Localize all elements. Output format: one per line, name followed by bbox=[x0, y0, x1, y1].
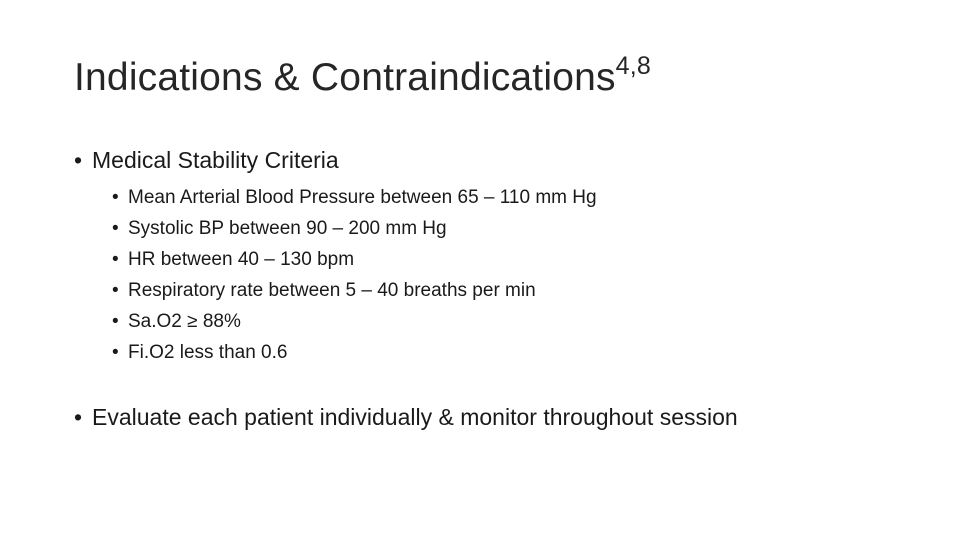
criteria-item bbox=[112, 337, 597, 368]
criteria-text: Sa.O2 ≥ 88% bbox=[128, 311, 241, 332]
criteria-text: HR between 40 – 130 bpm bbox=[128, 249, 355, 270]
criteria-text: Systolic BP between 90 – 200 mm Hg bbox=[128, 218, 447, 239]
criteria-item bbox=[112, 244, 597, 275]
bullet-text: Evaluate each patient individually & monitor throughout session bbox=[92, 404, 738, 430]
bullet-marker: • bbox=[112, 249, 119, 270]
criteria-list bbox=[112, 182, 597, 368]
bullet-text: Medical Stability Criteria bbox=[92, 147, 339, 173]
slide-title-text: Indications & Contraindications bbox=[74, 56, 616, 99]
bullet-marker: • bbox=[74, 404, 83, 430]
criteria-item bbox=[112, 275, 597, 306]
bullet-marker: • bbox=[74, 147, 83, 173]
bullet-marker: • bbox=[112, 187, 119, 208]
criteria-text: Fi.O2 less than 0.6 bbox=[128, 342, 288, 363]
title-citation: 4,8 bbox=[615, 52, 652, 80]
bullet-marker: • bbox=[112, 342, 119, 363]
criteria-text: Mean Arterial Blood Pressure between 65 – 110 mm Hg bbox=[128, 187, 597, 208]
bullet-marker: • bbox=[112, 218, 119, 239]
bullet-marker: • bbox=[112, 311, 119, 332]
criteria-item bbox=[112, 213, 597, 244]
criteria-item bbox=[112, 182, 597, 213]
slide-title bbox=[74, 52, 652, 100]
criteria-text: Respiratory rate between 5 – 40 breaths per min bbox=[128, 280, 536, 301]
bullet-marker: • bbox=[112, 280, 119, 301]
bullet-medical-stability bbox=[74, 147, 339, 174]
bullet-evaluate-patient bbox=[74, 404, 738, 431]
criteria-item bbox=[112, 306, 597, 337]
